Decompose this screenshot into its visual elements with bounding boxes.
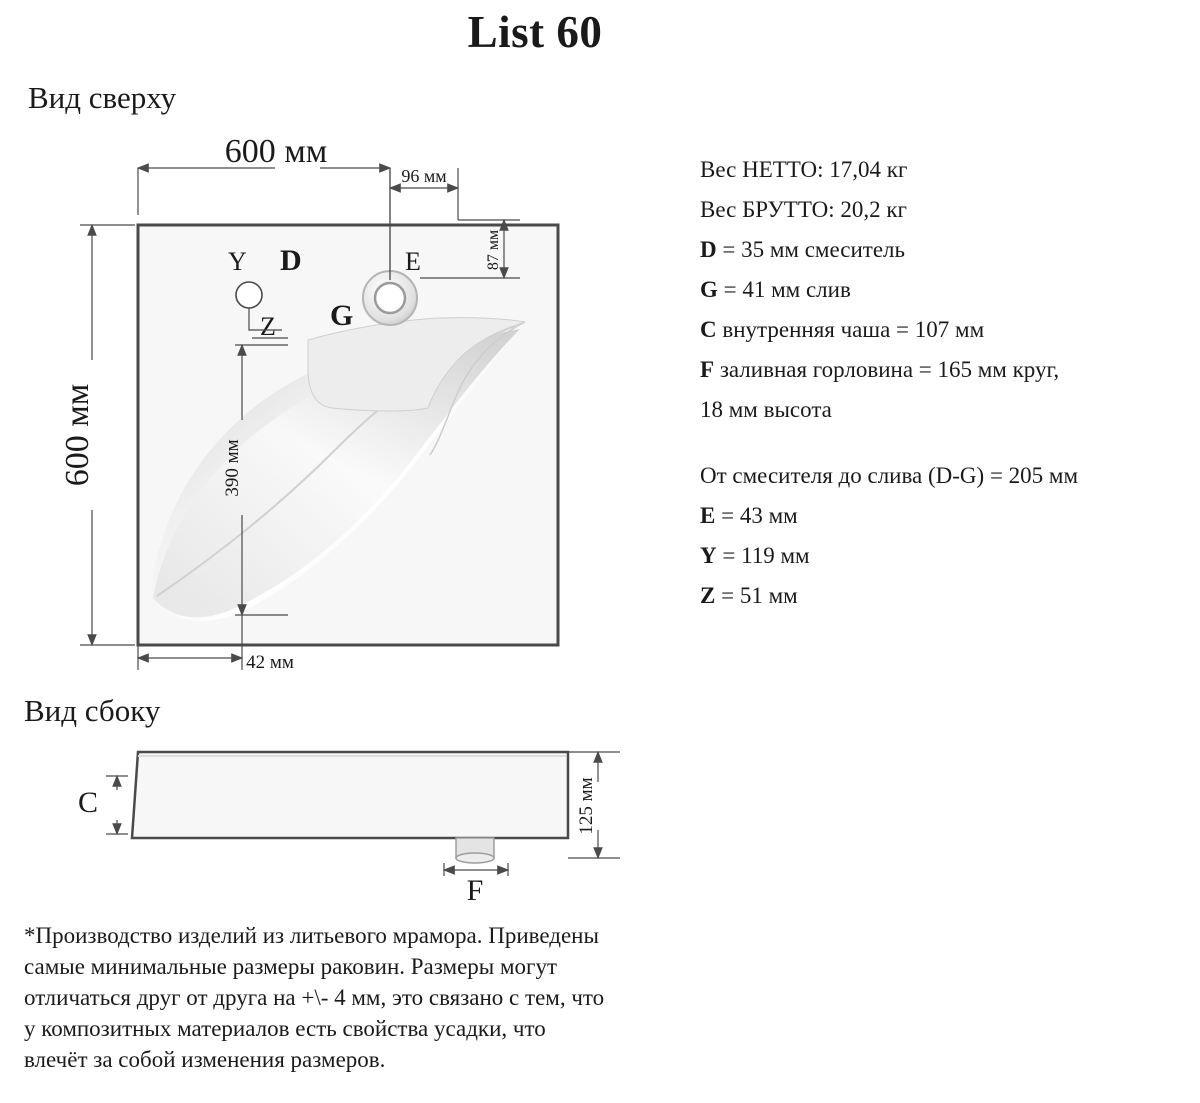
dim-96-text: 96 мм [401,166,447,186]
marker-e-label: E [405,247,421,276]
marker-c-label: C [78,786,99,819]
marker-f-label: F [466,874,484,907]
dim-390-text: 390 мм [222,439,243,497]
spec-text: = 41 мм слив [717,277,851,302]
dim-42-text: 42 мм [246,652,294,673]
spec-key: G [700,277,718,302]
spec-text: заливная горловина = 165 мм круг, [714,357,1060,382]
marker-g-label: G [330,299,354,332]
dim-height-left [59,225,135,645]
footnote-line: влечёт за собой изменения размеров. [24,1047,386,1072]
spec-text: От смесителя до слива (D-G) = 205 мм [700,463,1079,488]
spec-key: C [700,317,717,342]
spec-key: Y [700,543,717,568]
spec-text: Вес БРУТТО: 20,2 кг [700,197,907,222]
footnote-line: у композитных материалов есть свойства усадки, что [24,1016,546,1041]
spec-row [700,230,1190,270]
spec-row [700,576,1190,616]
side-view-label: Вид сбоку [24,693,161,728]
spec-row [700,270,1190,310]
footnote [24,920,754,1075]
top-view-label: Вид сверху [28,80,177,115]
spec-row [700,350,1190,390]
footnote-line: самые минимальные размеры раковин. Размеры могут [24,954,558,979]
overflow-hole [236,282,262,308]
spec-row [700,190,1190,230]
dim-125 [568,752,620,858]
footnote-line: *Производство изделий из литьевого мрамора. Приведены [24,923,599,948]
spec-gap [700,430,1190,456]
spec-text: = 35 мм смеситель [716,237,905,262]
spec-row [700,536,1190,576]
spec-text: внутренняя чаша = 107 мм [716,317,985,342]
spec-row [700,456,1190,496]
spec-row [700,150,1190,190]
spec-text: 18 мм высота [700,397,832,422]
footnote-line: отличаться друг от друга на +\- 4 мм, это связано с тем, что [24,985,605,1010]
spec-text: = 51 мм [715,583,798,608]
top-view-drawing [20,130,680,690]
spec-row [700,390,1190,430]
side-drain-spout [456,838,494,863]
marker-f-group [444,863,508,907]
dim-600-left-text: 600 мм [59,383,96,487]
dim-600-top-text: 600 мм [224,133,328,170]
marker-d-label: D [280,244,302,277]
specs-list [700,150,1190,616]
spec-key: F [700,357,715,382]
spec-text: Вес НЕТТО: 17,04 кг [700,157,908,182]
dim-87-text: 87 мм [485,229,502,271]
spec-text: = 43 мм [715,503,798,528]
spec-row [700,496,1190,536]
page-title: List 60 [467,7,603,57]
side-view-drawing [20,730,680,910]
dim-125-text: 125 мм [576,777,597,835]
spec-key: E [700,503,716,528]
spec-text: = 119 мм [716,543,810,568]
spec-key: Z [700,583,716,608]
marker-z-label: Z [260,312,276,341]
marker-c-group [78,776,128,834]
side-profile-body [132,752,568,838]
spec-key: D [700,237,717,262]
spec-row [700,310,1190,350]
marker-y-label: Y [228,247,247,276]
